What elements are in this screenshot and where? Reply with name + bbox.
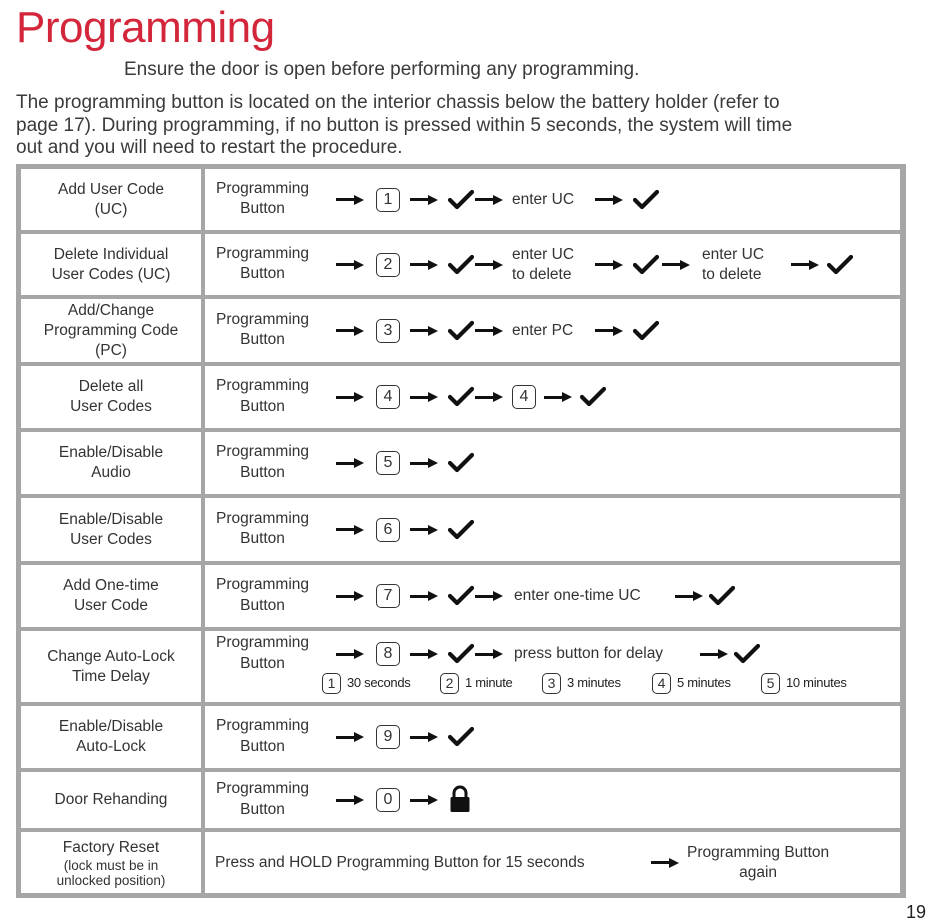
delay-option-label: 5 minutes — [677, 675, 731, 690]
programming-button-label — [216, 442, 309, 483]
checkmark-icon — [448, 254, 474, 276]
keypad-key-icon: 4 — [652, 673, 671, 694]
keypad-key-icon: 7 — [376, 584, 400, 608]
programming-button-label — [216, 509, 309, 550]
right-arrow-icon — [410, 326, 438, 336]
programming-button-line: Programming — [216, 179, 310, 197]
checkmark-icon — [827, 254, 853, 276]
programming-button-label — [216, 575, 309, 616]
row-label — [21, 299, 201, 362]
checkmark-icon — [448, 519, 474, 541]
step-text-line: enter UC — [702, 245, 765, 263]
intro-paragraph: The programming button is located on the interior chassis below the battery holder (refer to page 17). During programming, if no button is pressed within 5 seconds, the system will time out and you will need to restart the procedure. — [16, 92, 793, 158]
page-number: 19 — [905, 902, 926, 922]
right-arrow-icon — [336, 326, 364, 336]
row-label — [21, 631, 201, 702]
row-label-line: Add/Change — [67, 301, 155, 319]
row-label-line: Change Auto-Lock — [47, 647, 175, 665]
keypad-key-icon: 0 — [376, 788, 400, 812]
right-arrow-icon — [475, 392, 503, 402]
programming-button-line: Button — [240, 596, 285, 614]
checkmark-icon — [448, 643, 474, 665]
keypad-key-icon: 1 — [376, 188, 400, 212]
right-arrow-icon — [336, 392, 364, 402]
checkmark-icon — [734, 643, 760, 665]
right-arrow-icon — [595, 195, 623, 205]
checkmark-icon — [633, 189, 659, 211]
row-steps — [205, 631, 900, 702]
checkmark-icon — [633, 320, 659, 342]
programming-button-label — [216, 716, 309, 757]
keypad-key-icon: 1 — [322, 673, 341, 694]
right-arrow-icon — [595, 326, 623, 336]
row-label-line: Delete all — [78, 378, 144, 395]
right-arrow-icon — [336, 649, 364, 659]
right-arrow-icon — [675, 591, 703, 601]
checkmark-icon — [448, 452, 474, 474]
checkmark-icon — [633, 254, 659, 276]
right-arrow-icon — [544, 392, 572, 402]
step-text-line: Programming Button — [687, 843, 830, 861]
right-arrow-icon — [336, 260, 364, 270]
step-text-line: again — [739, 863, 778, 881]
right-arrow-icon — [336, 458, 364, 468]
row-label-line: Delete Individual — [53, 245, 169, 263]
programming-button-label — [216, 179, 309, 220]
programming-button-line: Button — [240, 397, 285, 415]
row-label-line: Add User Code — [58, 180, 164, 198]
right-arrow-icon — [410, 525, 438, 535]
row-label — [21, 832, 201, 893]
row-steps — [205, 772, 900, 828]
page-title: Programming — [16, 3, 275, 52]
right-arrow-icon — [410, 732, 438, 742]
programming-button-line: Programming — [216, 576, 310, 593]
keypad-key-icon: 4 — [512, 385, 536, 409]
row-label-line: User Codes (UC) — [51, 265, 171, 283]
row-label-line: Enable/Disable — [58, 718, 164, 735]
right-arrow-icon — [662, 260, 690, 270]
programming-table — [16, 164, 906, 898]
keypad-key-icon: 6 — [376, 518, 400, 542]
keypad-key-icon: 2 — [440, 673, 459, 694]
right-arrow-icon — [410, 458, 438, 468]
keypad-key-icon: 5 — [761, 673, 780, 694]
step-text-line: to delete — [702, 265, 762, 283]
programming-button-line: Programming — [216, 509, 310, 527]
row-label-line: Audio — [91, 464, 131, 481]
right-arrow-icon — [475, 326, 503, 336]
factory-reset-followup — [687, 843, 829, 883]
delay-option-label: 1 minute — [465, 675, 513, 690]
programming-button-line: Programming — [216, 244, 310, 262]
right-arrow-icon — [475, 649, 503, 659]
row-label-line: (lock must be in — [63, 857, 159, 873]
right-arrow-icon — [410, 260, 438, 270]
right-arrow-icon — [410, 649, 438, 659]
checkmark-icon — [448, 189, 474, 211]
programming-button-line: Programming — [216, 717, 310, 734]
right-arrow-icon — [651, 858, 679, 868]
row-steps — [205, 366, 900, 428]
checkmark-icon — [448, 726, 474, 748]
programming-button-line: Programming — [216, 780, 310, 797]
row-label-line: Factory Reset — [62, 838, 160, 856]
step-text-line: enter UC — [512, 245, 575, 263]
step-text — [702, 245, 764, 285]
step-text: enter one-time UC — [514, 587, 641, 604]
keypad-key-icon: 2 — [376, 253, 400, 277]
keypad-key-icon: 3 — [376, 319, 400, 343]
programming-button-line: Programming — [216, 377, 310, 394]
right-arrow-icon — [475, 591, 503, 601]
programming-button-label — [216, 779, 309, 820]
delay-option-label: 10 minutes — [786, 675, 847, 690]
right-arrow-icon — [336, 732, 364, 742]
keypad-key-icon: 8 — [376, 642, 400, 666]
programming-button-line: Button — [240, 463, 285, 481]
row-steps — [205, 169, 900, 230]
row-label — [21, 706, 201, 768]
row-steps — [205, 498, 900, 561]
row-label — [21, 432, 201, 494]
right-arrow-icon — [336, 591, 364, 601]
right-arrow-icon — [410, 392, 438, 402]
row-label-line: Time Delay — [72, 667, 150, 685]
programming-button-label — [216, 376, 309, 417]
programming-button-line: Button — [240, 331, 285, 348]
row-label-line: User Codes — [70, 530, 152, 548]
checkmark-icon — [448, 386, 474, 408]
step-text: press button for delay — [514, 645, 664, 662]
row-steps — [205, 234, 900, 295]
row-label-line: Enable/Disable — [58, 444, 164, 461]
row-label — [21, 169, 201, 230]
right-arrow-icon — [595, 260, 623, 270]
right-arrow-icon — [336, 795, 364, 805]
padlock-icon — [449, 785, 471, 813]
row-steps — [205, 565, 900, 627]
right-arrow-icon — [336, 525, 364, 535]
programming-button-line: Button — [240, 737, 285, 755]
right-arrow-icon — [791, 260, 819, 270]
checkmark-icon — [448, 585, 474, 607]
keypad-key-icon: 9 — [376, 725, 400, 749]
programming-button-line: Programming — [216, 634, 310, 651]
row-label-line: User Codes — [70, 398, 152, 415]
row-label-line: User Code — [73, 597, 149, 614]
row-steps — [205, 832, 900, 893]
factory-reset-instruction: Press and HOLD Programming Button for 15 seconds — [215, 853, 585, 871]
row-label-line: (PC) — [95, 341, 127, 359]
programming-button-line: Button — [240, 530, 285, 547]
row-label — [21, 366, 201, 428]
right-arrow-icon — [410, 591, 438, 601]
row-label-line: (UC) — [94, 200, 128, 218]
right-arrow-icon — [336, 195, 364, 205]
delay-option-label: 30 seconds — [347, 675, 411, 690]
programming-button-line: Button — [240, 265, 285, 282]
row-label-line: Enable/Disable — [58, 510, 164, 528]
row-label — [21, 234, 201, 295]
step-text-line: to delete — [512, 265, 572, 283]
programming-button-line: Programming — [216, 310, 310, 328]
row-steps — [205, 432, 900, 494]
step-text: enter UC — [512, 190, 575, 208]
programming-button-label — [216, 633, 309, 674]
programming-button-label — [216, 310, 309, 351]
right-arrow-icon — [410, 195, 438, 205]
row-label-line: unlocked position) — [56, 872, 166, 888]
keypad-key-icon: 4 — [376, 385, 400, 409]
row-label-line: Add One-time — [63, 577, 159, 594]
right-arrow-icon — [475, 260, 503, 270]
programming-button-line: Programming — [216, 443, 310, 460]
row-label — [21, 565, 201, 627]
step-text — [512, 245, 574, 285]
row-label-line: Door Rehanding — [54, 791, 168, 808]
row-label — [21, 772, 201, 828]
row-label-line: Auto-Lock — [76, 738, 146, 755]
programming-button-line: Button — [240, 654, 285, 672]
row-label-line: Programming Code — [43, 321, 179, 339]
right-arrow-icon — [700, 649, 728, 659]
delay-option-label: 3 minutes — [567, 675, 621, 690]
checkmark-icon — [709, 585, 735, 607]
right-arrow-icon — [410, 795, 438, 805]
page-subtitle: Ensure the door is open before performing any programming. — [124, 59, 640, 80]
row-steps — [205, 706, 900, 768]
programming-button-line: Button — [240, 200, 285, 217]
row-label — [21, 498, 201, 561]
checkmark-icon — [580, 386, 606, 408]
keypad-key-icon: 5 — [376, 451, 400, 475]
row-steps — [205, 299, 900, 362]
checkmark-icon — [448, 320, 474, 342]
keypad-key-icon: 3 — [542, 673, 561, 694]
right-arrow-icon — [475, 195, 503, 205]
step-text: enter PC — [512, 321, 574, 339]
programming-button-label — [216, 244, 309, 285]
programming-button-line: Button — [240, 800, 285, 818]
